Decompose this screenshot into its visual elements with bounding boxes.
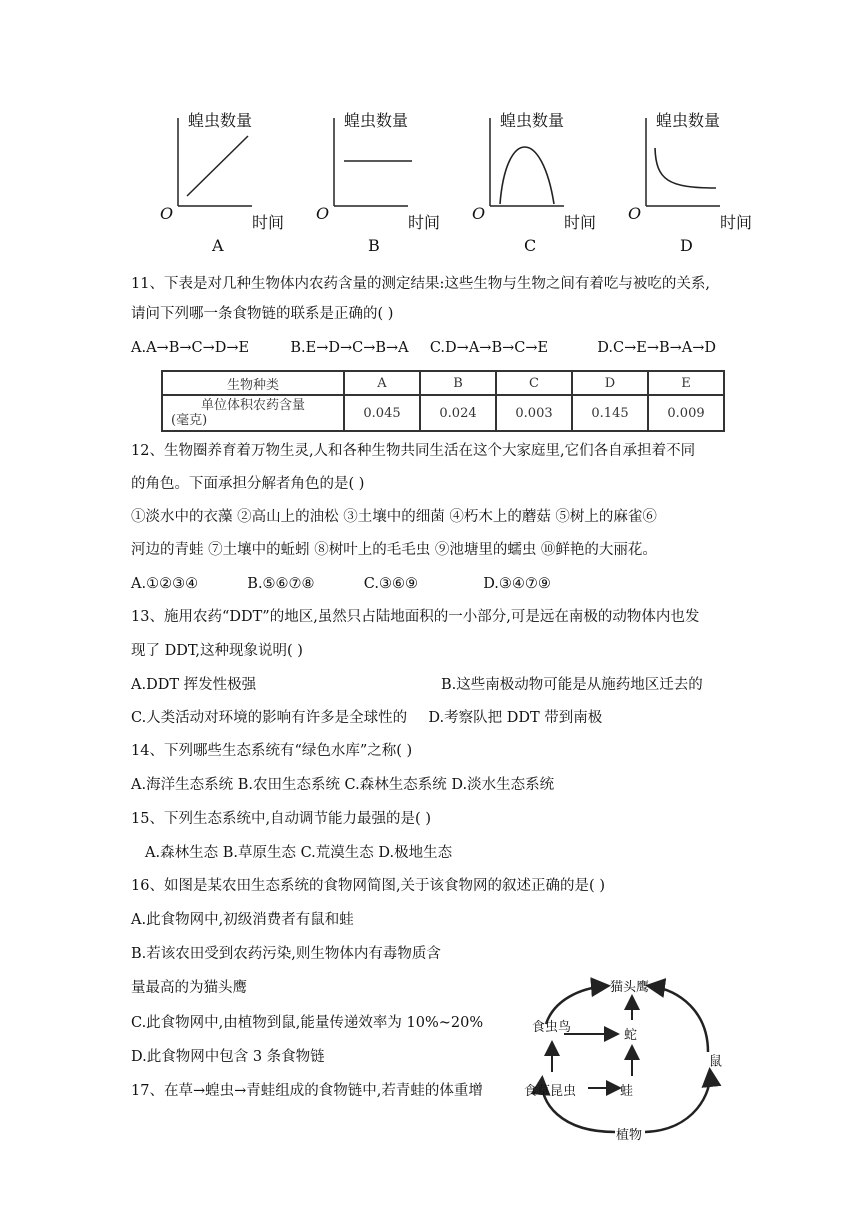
pesticide-table [161,370,725,432]
food-web-diagram [520,972,730,1150]
q12-option-a[interactable]: A.①②③④ [131,576,199,592]
table-header-pesticide-line1: 单位体积农药含量 [200,398,305,413]
graph-b-ylabel: 蝗虫数量 [344,111,409,130]
q12-list-line1: ①淡水中的衣藻 ②高山上的油松 ③土壤中的细菌 ④朽木上的蘑菇 ⑤树上的麻雀⑥ [131,509,657,525]
node-insect-bird: 食虫鸟 [532,1020,572,1035]
q11-option-d[interactable]: D.C→E→B→A→D [597,340,717,356]
q12-option-b[interactable]: B.⑤⑥⑦⑧ [247,576,315,592]
graph-a-ylabel: 蝗虫数量 [188,111,253,130]
q16-option-b-line2: 量最高的为猫头鹰 [131,980,247,996]
q13-option-b[interactable]: B.这些南极动物可能是从施药地区迁去的 [441,677,703,693]
q16-option-c[interactable]: C.此食物网中,由植物到鼠,能量传递效率为 10%~20% [131,1015,484,1031]
q13-options-cd [131,708,602,728]
graph-a-xlabel: 时间 [252,213,285,232]
q12-stem-line1: 12、生物圈养育着万物生灵,人和各种生物共同生活在这个大家庭里,它们各自承担着不同 [131,443,696,459]
graph-c-curve [500,147,554,204]
q11-stem-line2: 请问下列哪一条食物链的联系是正确的( ) [131,306,394,322]
graph-c-letter: C [524,236,537,255]
table-header-pesticide-line2: (毫克) [171,413,208,428]
table-value-a: 0.045 [344,395,420,431]
q11-option-a[interactable]: A.A→B→C→D→E [131,340,250,356]
q13-option-c[interactable]: C.人类活动对环境的影响有许多是全球性的 [131,710,408,726]
q16-option-a[interactable]: A.此食物网中,初级消费者有鼠和蛙 [131,912,354,928]
table-col-e: E [648,371,724,395]
graph-b [316,108,466,258]
graph-c-ylabel: 蝗虫数量 [500,111,565,130]
q12-options [131,574,551,594]
q16-stem: 16、如图是某农田生态系统的食物网简图,关于该食物网的叙述正确的是( ) [131,878,605,894]
graph-c [472,108,622,258]
q15-options[interactable]: A.森林生态 B.草原生态 C.荒漠生态 D.极地生态 [145,845,453,861]
graph-a-curve [187,136,248,196]
q11-option-c[interactable]: C.D→A→B→C→E [429,340,549,356]
table-value-e: 0.009 [648,395,724,431]
q13-option-a[interactable]: A.DDT 挥发性极强 [131,677,257,693]
q17-stem: 17、在草→蝗虫→青蛙组成的食物链中,若青蛙的体重增 [131,1083,483,1099]
table-value-b: 0.024 [420,395,496,431]
q11-stem-line1: 11、下表是对几种生物体内农药含量的测定结果:这些生物与生物之间有着吃与被吃的关系, [131,276,710,292]
graph-d [628,108,778,258]
table-col-d: D [572,371,648,395]
node-snake: 蛇 [624,1028,638,1043]
graph-b-letter: B [368,236,380,255]
q13-stem-line2: 现了 DDT,这种现象说明( ) [131,643,303,659]
graph-d-curve [655,148,716,188]
node-mouse: 鼠 [706,1054,721,1067]
graph-a-origin: O [160,204,174,223]
table-value-c: 0.003 [496,395,572,431]
graph-c-origin: O [472,204,486,223]
node-owl: 猫头鹰 [610,980,650,995]
table-header-species: 生物种类 [162,371,344,395]
q16-option-d[interactable]: D.此食物网中包含 3 条食物链 [131,1049,325,1065]
node-plant: 植物 [616,1128,643,1143]
node-herbivorous-insect: 食草昆虫 [524,1084,577,1099]
q12-stem-line2: 的角色。下面承担分解者角色的是( ) [131,476,365,492]
graph-d-origin: O [628,204,642,223]
graph-a [160,108,310,258]
q12-list-line2: 河边的青蛙 ⑦土壤中的蚯蚓 ⑧树叶上的毛毛虫 ⑨池塘里的蠕虫 ⑩鲜艳的大丽花。 [131,542,657,558]
q15-stem: 15、下列生态系统中,自动调节能力最强的是( ) [131,811,431,827]
q14-options[interactable]: A.海洋生态系统 B.农田生态系统 C.森林生态系统 D.淡水生态系统 [131,777,555,793]
graph-d-xlabel: 时间 [720,213,753,232]
table-col-a: A [344,371,420,395]
table-col-b: B [420,371,496,395]
graph-a-letter: A [212,236,224,255]
graph-b-xlabel: 时间 [408,213,441,232]
q12-option-d[interactable]: D.③④⑦⑨ [483,576,551,592]
node-frog: 蛙 [620,1084,634,1099]
q11-options [131,338,716,358]
q14-stem: 14、下列哪些生态系统有“绿色水库”之称( ) [131,743,413,759]
table-value-d: 0.145 [572,395,648,431]
q16-option-b-line1[interactable]: B.若该农田受到农药污染,则生物体内有毒物质含 [131,946,441,962]
q13-stem-line1: 13、施用农药“DDT”的地区,虽然只占陆地面积的一小部分,可是远在南极的动物体内也发 [131,609,700,625]
table-col-c: C [496,371,572,395]
graph-d-ylabel: 蝗虫数量 [656,111,721,130]
q13-option-d[interactable]: D.考察队把 DDT 带到南极 [428,710,603,726]
table-header-pesticide [162,395,344,431]
q11-option-b[interactable]: B.E→D→C→B→A [290,340,409,356]
graph-d-letter: D [680,236,693,255]
q12-option-c[interactable]: C.③⑥⑨ [363,576,418,592]
graph-c-xlabel: 时间 [564,213,597,232]
graph-b-origin: O [316,204,330,223]
